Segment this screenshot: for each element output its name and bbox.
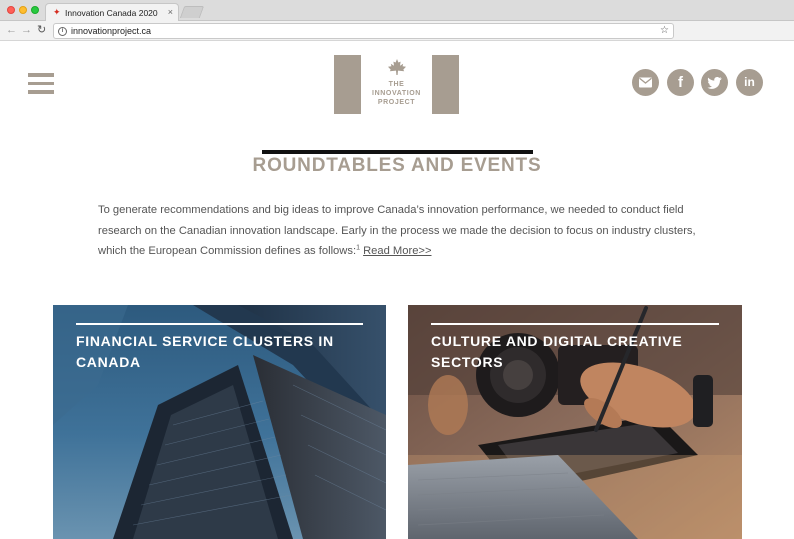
linkedin-icon[interactable]: in [736,69,763,96]
browser-tab-bar [0,0,794,21]
intro-paragraph [98,200,698,262]
new-tab-button[interactable] [180,6,204,18]
read-more-link[interactable]: Read More>> [363,245,432,257]
forward-icon[interactable]: → [21,24,32,36]
logo-line: THE [388,81,405,88]
minimize-window-button[interactable] [19,6,27,14]
browser-toolbar [0,21,794,41]
address-bar[interactable] [53,23,674,39]
card-rule [431,323,719,325]
site-logo[interactable] [334,55,459,114]
tab-close-icon[interactable]: × [167,7,173,17]
card-culture-digital[interactable] [408,305,742,539]
url-text[interactable]: innovationproject.ca [71,26,152,36]
back-icon[interactable]: ← [6,24,17,36]
menu-icon[interactable] [28,73,54,94]
facebook-icon[interactable]: f [667,69,694,96]
heading-rule [262,150,533,154]
mail-icon[interactable] [632,69,659,96]
logo-text [361,80,432,107]
footnote-marker[interactable]: 1 [356,244,360,252]
card-title[interactable]: CULTURE AND DIGITAL CREATIVE SECTORS [431,333,683,370]
logo-line: INNOVATION [372,90,421,97]
card-financial-services[interactable] [53,305,386,539]
section-title: ROUNDTABLES AND EVENTS [252,155,542,176]
browser-tab[interactable] [45,3,179,21]
card-rule [76,323,363,325]
card-title[interactable]: FINANCIAL SERVICE CLUSTERS IN CANADA [76,333,334,370]
bookmark-star-icon[interactable]: ☆ [660,25,669,36]
maple-leaf-icon: ✦ [53,7,61,17]
close-window-button[interactable] [7,6,15,14]
info-icon[interactable]: i [58,27,67,36]
reload-icon[interactable]: ↻ [37,24,47,36]
tab-title: Innovation Canada 2020 [65,8,158,18]
maximize-window-button[interactable] [31,6,39,14]
maple-leaf-icon [334,59,459,82]
intro-text: To generate recommendations and big ideas to improve Canada’s innovation performance, we needed to conduct field research on the Canadian innovation landscape. Early in the process we made the decision to focus on industry clusters, which the European Commission defines as follows: [98,204,696,257]
twitter-icon[interactable] [701,69,728,96]
logo-line: PROJECT [377,99,416,106]
